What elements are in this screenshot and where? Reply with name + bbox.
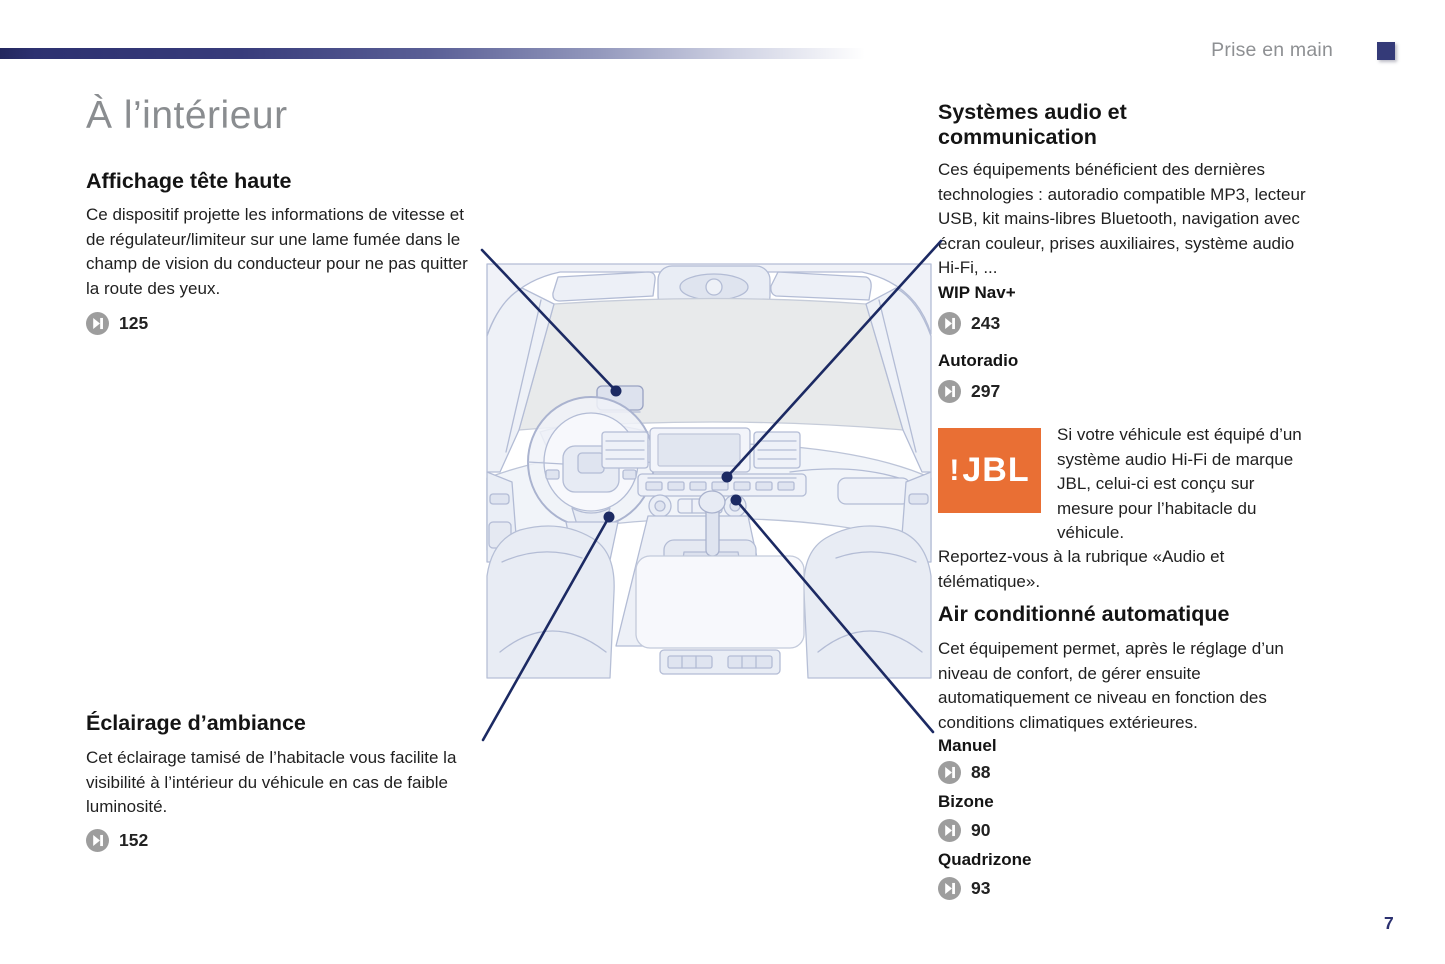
page-title: À l’intérieur [86,94,288,137]
heading-ambient-lighting: Éclairage d’ambiance [86,711,306,735]
page-ref-number: 152 [119,830,149,850]
page-ref-number: 88 [971,762,991,782]
label-autoradio: Autoradio [938,351,1019,370]
body-audio-systems: Ces équipements bénéficient des dernières technologies : autoradio compatible MP3, lecteur USB, kit mains-libres Bluetooth, navigation avec écran couleur, prises auxiliaires, système audio Hi-Fi, ... [938,160,1306,277]
label-manuel: Manuel [938,736,997,755]
label-quadrizone: Quadrizone [938,850,1032,869]
label-bizone: Bizone [938,792,994,811]
jbl-followup-text: Reportez-vous à la rubrique «Audio et télématique». [938,547,1225,591]
body-ambient-lighting: Cet éclairage tamisé de l’habitacle vous facilite la visibilité à l’intérieur du véhicule en cas de faible luminosité. [86,748,457,816]
page-ref-number: 90 [971,820,991,840]
label-wip-nav: WIP Nav+ [938,283,1016,302]
heading-audio-systems: Systèmes audio et communication [938,100,1127,149]
heading-head-up-display: Affichage tête haute [86,169,292,193]
page-ref-number: 297 [971,381,1001,401]
page-ref-number: 93 [971,878,991,898]
page-ref-number: 125 [119,313,149,333]
page-number: 7 [1384,913,1394,933]
body-head-up-display: Ce dispositif projette les informations de vitesse et de régulateur/limiteur sur une lame fumée dans le champ de vision du conducteur pour ne pas quitter la route des yeux. [86,205,468,298]
jbl-logo: !JBL [949,451,1030,489]
header-section-label: Prise en main [1211,39,1333,61]
page-ref-number: 243 [971,313,1001,333]
jbl-note-text: Si votre véhicule est équipé d’un système audio Hi-Fi de marque JBL, celui-ci est conçu sur mesure pour l’habitacle du véhicule. [1057,425,1302,542]
body-auto-climate: Cet équipement permet, après le réglage d’un niveau de confort, de gérer ensuite automatiquement ce niveau en fonction des conditions climatiques extérieures. [938,639,1284,732]
heading-auto-climate: Air conditionné automatique [938,602,1230,626]
